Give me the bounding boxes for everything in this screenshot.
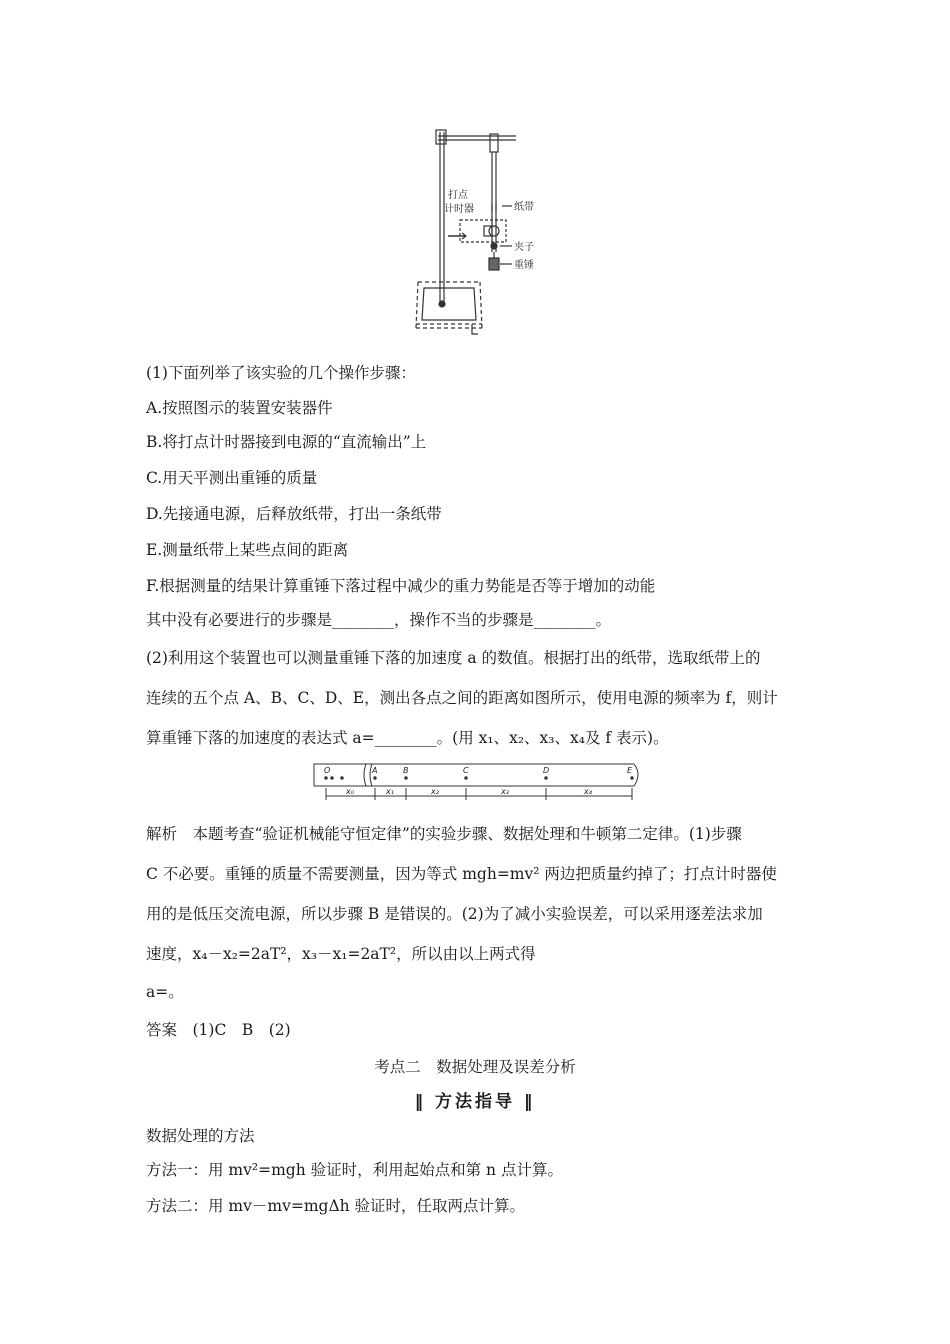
step-c: C.用天平测出重锤的质量 bbox=[146, 469, 318, 487]
tape-figure bbox=[312, 762, 642, 806]
step-d: D.先接通电源，后释放纸带，打出一条纸带 bbox=[146, 505, 442, 523]
section-subtitle: 数据处理的方法 bbox=[146, 1127, 255, 1145]
timer-label-1: 打点 bbox=[448, 190, 468, 201]
timer-label-2: 计时器 bbox=[444, 204, 474, 215]
tape-point-c: C bbox=[463, 766, 469, 775]
tape-segment-x4: x₄ bbox=[584, 787, 592, 796]
part2-line-3: 算重锤下落的加速度的表达式 a=________。(用 x₁、x₂、x₃、x₄及 f 表示)。 bbox=[146, 729, 669, 747]
step-b: B.将打点计时器接到电源的“直流输出”上 bbox=[146, 433, 427, 451]
part1-question: 其中没有必要进行的步骤是________，操作不当的步骤是________。 bbox=[146, 611, 612, 629]
answer: 答案 (1)C B (2) bbox=[146, 1021, 291, 1039]
method-heading: ‖ 方法指导 ‖ bbox=[414, 1092, 536, 1112]
analysis-line-1: 解析 本题考查“验证机械能守恒定律”的实验步骤、数据处理和牛顿第二定律。(1)步骤 bbox=[146, 825, 742, 843]
part2-line-1: (2)利用这个装置也可以测量重锤下落的加速度 a 的数值。根据打出的纸带，选取纸带上的 bbox=[146, 649, 761, 667]
tape-segment-x1: x₁ bbox=[386, 787, 394, 796]
step-e: E.测量纸带上某些点间的距离 bbox=[146, 541, 349, 559]
tape-point-a: A bbox=[372, 766, 378, 775]
apparatus-figure bbox=[412, 124, 542, 336]
weight bbox=[489, 258, 499, 270]
tape-segment-x3: x₃ bbox=[501, 787, 509, 796]
part1-intro: (1)下面列举了该实验的几个操作步骤： bbox=[146, 364, 416, 382]
tape-segment-x2: x₂ bbox=[431, 787, 439, 796]
tape-segment-x0: x₀ bbox=[346, 787, 354, 796]
analysis-line-4: 速度，x₄－x₂=2aT²，x₃－x₁=2aT²，所以由以上两式得 bbox=[146, 945, 536, 963]
step-f: F.根据测量的结果计算重锤下落过程中减少的重力势能是否等于增加的动能 bbox=[146, 577, 656, 595]
tape-point-b: B bbox=[403, 766, 409, 775]
stand-rod bbox=[440, 132, 444, 302]
method-two: 方法二：用 mv－mv=mgΔh 验证时，任取两点计算。 bbox=[146, 1197, 526, 1215]
analysis-line-3: 用的是低压交流电源，所以步骤 B 是错误的。(2)为了减小实验误差，可以采用逐差法求加 bbox=[146, 905, 763, 923]
analysis-line-5: a=。 bbox=[146, 983, 184, 1001]
step-a: A.按照图示的装置安装器件 bbox=[146, 399, 333, 417]
tape-point-o: O bbox=[324, 766, 331, 775]
clip-label: 夹子 bbox=[514, 242, 534, 253]
tape-point-e: E bbox=[627, 766, 633, 775]
analysis-line-2: C 不必要。重锤的质量不需要测量，因为等式 mgh=mv² 两边把质量约掉了；打点计时器使 bbox=[146, 865, 777, 883]
stand-arm bbox=[438, 136, 516, 140]
tape-point-d: D bbox=[543, 766, 550, 775]
stand-base bbox=[422, 288, 476, 320]
tape-label: 纸带 bbox=[514, 202, 534, 213]
section-title: 考点二 数据处理及误差分析 bbox=[374, 1058, 576, 1076]
method-one: 方法一：用 mv²=mgh 验证时，利用起始点和第 n 点计算。 bbox=[146, 1161, 563, 1179]
part2-line-2: 连续的五个点 A、B、C、D、E，测出各点之间的距离如图所示，使用电源的频率为 f，则计 bbox=[146, 689, 778, 707]
weight-label: 重锤 bbox=[514, 260, 534, 271]
